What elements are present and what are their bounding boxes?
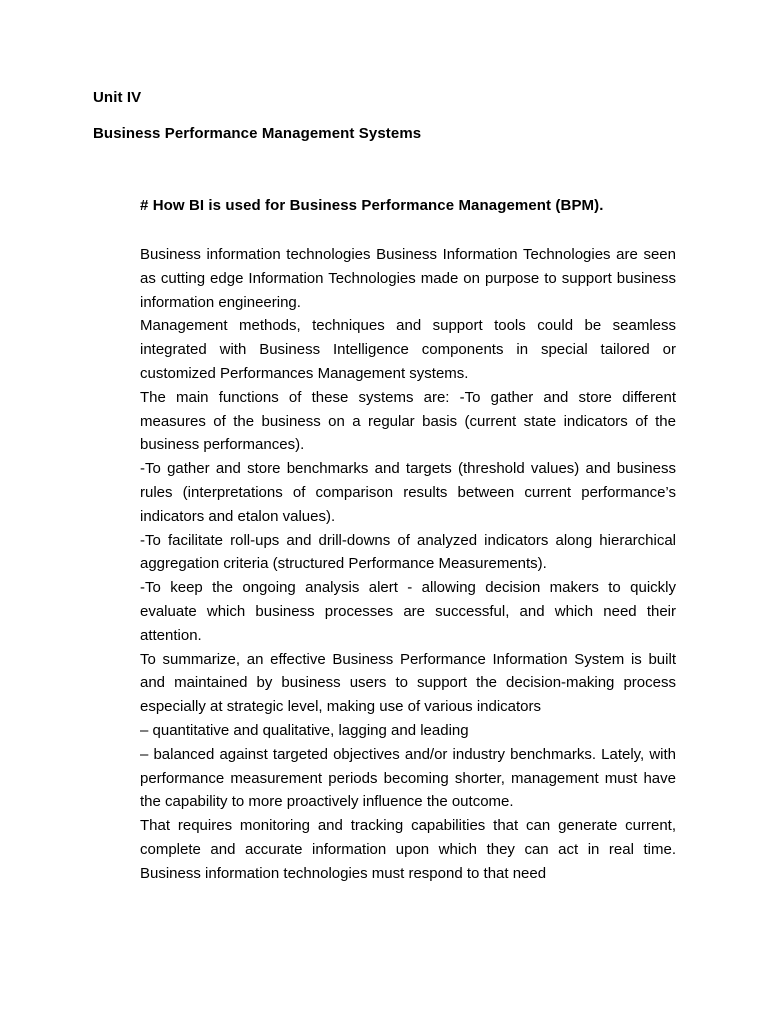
paragraph: To summarize, an effective Business Performance Information System is built and maintained by business users to support the decision-making process especially at strategic level, making use of various indicators bbox=[140, 650, 676, 716]
list-item-dash: – quantitative and qualitative, lagging and leading bbox=[140, 721, 469, 739]
paragraph: -To keep the ongoing analysis alert - allowing decision makers to quickly evaluate which business processes are successful, and which need their attention. bbox=[140, 579, 676, 644]
paragraph: Business information technologies Business Information Technologies are seen as cutting edge Information Technologies made on purpose to support business information engineering. bbox=[140, 246, 676, 311]
paragraph: -To facilitate roll-ups and drill-downs of analyzed indicators along hierarchical aggregation criteria (structured Performance Measurements). bbox=[140, 531, 676, 573]
body-text bbox=[140, 243, 676, 886]
section-heading: # How BI is used for Business Performance Management (BPM). bbox=[140, 197, 604, 214]
paragraph: -To gather and store benchmarks and targets (threshold values) and business rules (interpretations of comparison results between current performance’s indicators and etalon values). bbox=[140, 460, 676, 525]
paragraph: That requires monitoring and tracking capabilities that can generate current, complete and accurate information upon which they can act in real time. Business information technologies must respond to that need bbox=[140, 817, 676, 882]
paragraph: Management methods, techniques and support tools could be seamless integrated with Business Intelligence components in special tailored or customized Performances Management systems. bbox=[140, 317, 676, 382]
document-title: Business Performance Management Systems bbox=[93, 125, 422, 142]
unit-title: Unit IV bbox=[93, 89, 142, 106]
paragraph: The main functions of these systems are: -To gather and store different measures of the business on a regular basis (current state indicators of the business performances). bbox=[140, 388, 676, 454]
list-item-dash: – balanced against targeted objectives and/or industry benchmarks. Lately, with performance measurement periods becoming shorter, management must have the capability to more proactively influence the outcome. bbox=[140, 745, 676, 811]
